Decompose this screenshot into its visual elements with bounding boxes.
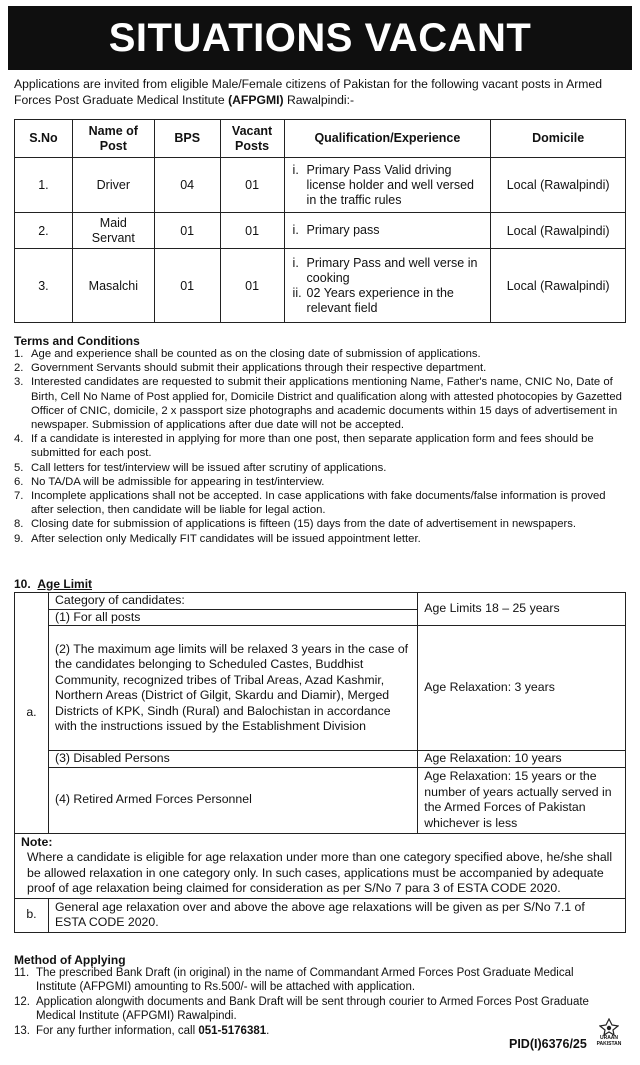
note-text: Where a candidate is eligible for age relaxation under more than one category specified above, he/she shall be allowed relaxation in one category only. In such cases, applications must be accompanied by adequate proof of age relaxation being claimed for consideration as per S/No 7 para 3 of ESTA CODE 2020. (27, 850, 613, 895)
cell-domicile: Local (Rawalpindi) (491, 213, 626, 249)
item-number: 5. (14, 461, 24, 474)
logo-emblem-icon (599, 1018, 619, 1036)
item-number: 1. (14, 348, 24, 360)
logo-text-line: PAKISTAN (596, 1040, 622, 1047)
list-item (14, 375, 626, 432)
item-number: 7. (14, 490, 24, 503)
note-heading: Note: (21, 834, 53, 849)
item-text: If a candidate is interested in applying for more than one post, then separate application form and fees should be submitted for each post. (31, 433, 594, 460)
method-list (14, 966, 604, 1038)
item-text: Incomplete applications shall not be accepted. In case applications with fake documents/false information is proved after selection, then candidate will be liable for legal action. (31, 490, 606, 517)
page-title: SITUATIONS VACANT (8, 6, 632, 70)
logo-text-line: URAAN (599, 1035, 619, 1041)
method-heading: Method of Applying (14, 953, 126, 967)
item-text: Application alongwith documents and Bank Draft will be sent through courier to Armed Forces Post Graduate Medical Institute (AFPGMI) Rawalpindi. (36, 995, 589, 1023)
label-a: a. (15, 593, 49, 834)
item-text: Interested candidates are requested to submit their applications mentioning Name, Father's name, CNIC No, Date of Birth, Cell No Name of Post applied for, Domicile District and qualification along with attested photocopies by Gazetted Officer of CNIC, domicile, 2 x passport size photographs and academic documents within 15 days of advertisement in newspaper. Submission of applications after due date will not be accepted. (31, 376, 622, 432)
table-row (15, 767, 626, 833)
posts-header-row (15, 120, 626, 158)
phone-number: 051-5176381 (198, 1024, 267, 1037)
cell-qualification (284, 249, 491, 323)
table-row (15, 158, 626, 213)
age-limit-value: Age Relaxation: 10 years (418, 751, 626, 768)
list-item (14, 432, 626, 460)
cell-sno: 3. (15, 249, 73, 323)
age-limit-value: Age Relaxation: 15 years or the number of years actually served in the Armed Forces of Pakistan whichever is less (418, 767, 626, 833)
item-number: 6. (14, 475, 24, 488)
age-limit-title: Age Limit (37, 577, 93, 591)
table-row (15, 626, 626, 751)
table-row (15, 249, 626, 323)
header-domicile: Domicile (491, 120, 626, 158)
terms-list (14, 347, 626, 546)
cell-domicile: Local (Rawalpindi) (491, 249, 626, 323)
item-number: 8. (14, 518, 24, 531)
item-text: After selection only Medically FIT candidates will be issued appointment letter. (31, 532, 421, 545)
list-item (14, 347, 626, 361)
item-text: Call letters for test/interview will be issued after scrutiny of applications. (31, 461, 387, 474)
intro-paragraph (14, 76, 626, 108)
age-limit-value: Age Relaxation: 3 years (418, 626, 626, 751)
cell-qualification (284, 158, 491, 213)
header-qualification: Qualification/Experience (284, 120, 491, 158)
general-relaxation-text: General age relaxation over and above the above age relaxations will be given as per S/No 7.1 of ESTA CODE 2020. (48, 898, 625, 932)
age-limit-number: 10. (14, 577, 31, 591)
header-bps: BPS (154, 120, 220, 158)
cell-sno: 1. (15, 158, 73, 213)
item-text-end: . (266, 1024, 270, 1037)
header-post-name: Name of Post (72, 120, 154, 158)
age-limit-heading (14, 577, 92, 591)
table-row (15, 213, 626, 249)
cell-post-name: Masalchi (72, 249, 154, 323)
terms-heading: Terms and Conditions (14, 334, 140, 348)
header-vacant-posts: Vacant Posts (220, 120, 284, 158)
pid-code: PID(I)6376/25 (509, 1037, 587, 1051)
qual-text: 02 Years experience in the relevant field (306, 285, 454, 315)
cell-vacant: 01 (220, 158, 284, 213)
list-item (14, 995, 604, 1024)
qual-number: i. (292, 223, 299, 237)
item-text: The prescribed Bank Draft (in original) in the name of Commandant Armed Forces Post Graduate Medical Institute (AFPGMI) amounting to Rs.500/- will be attached with application. (36, 967, 574, 994)
category-cell: (1) For all posts (48, 609, 417, 626)
item-number: 4. (14, 433, 24, 446)
note-row (15, 833, 626, 898)
intro-institute-abbr: (AFPGMI) (228, 93, 284, 107)
header-sno: S.No (15, 120, 73, 158)
cell-post-name: Maid Servant (72, 213, 154, 249)
table-row (15, 898, 626, 932)
intro-text-end: Rawalpindi:- (283, 93, 355, 107)
item-number: 13. (14, 1024, 30, 1037)
category-header: Category of candidates: (48, 593, 417, 610)
qual-text: Primary pass (306, 223, 380, 237)
cell-domicile: Local (Rawalpindi) (491, 158, 626, 213)
cell-sno: 2. (15, 213, 73, 249)
table-row (15, 751, 626, 768)
note-cell (15, 833, 626, 898)
item-text: Government Servants should submit their applications through their respective department. (31, 362, 487, 375)
list-item (14, 489, 626, 517)
list-item (14, 475, 626, 489)
item-number: 2. (14, 362, 24, 375)
list-item (14, 532, 626, 546)
posts-table (14, 119, 626, 323)
item-text: Closing date for submission of applications is fifteen (15) days from the date of advertisement in newspapers. (31, 518, 577, 531)
cell-vacant: 01 (220, 213, 284, 249)
qual-number: i. (292, 162, 299, 177)
qual-text: Primary Pass and well verse in cooking (306, 255, 478, 285)
item-number: 3. (14, 376, 24, 389)
category-cell: (2) The maximum age limits will be relaxed 3 years in the case of the candidates belonging to Scheduled Castes, Buddhist Community, recognized tribes of Tribal Areas, Azad Kashmir, Northern Areas (District of Gilgit, Skardu and Diamir), Merged Districts of KPK, Sindh (Rural) and Balochistan in accordance with the instructions issued by the Establishment Division (48, 626, 417, 751)
cell-bps: 04 (154, 158, 220, 213)
list-item (14, 461, 626, 475)
intro-text: Applications are invited from eligible Male/Female citizens of Pakistan for the following vacant posts in Armed Forces Post Graduate Medical Institute (14, 77, 602, 107)
cell-post-name: Driver (72, 158, 154, 213)
category-cell: (4) Retired Armed Forces Personnel (48, 767, 417, 833)
item-number: 12. (14, 995, 30, 1008)
category-cell: (3) Disabled Persons (48, 751, 417, 768)
cell-vacant: 01 (220, 249, 284, 323)
item-text: For any further information, call (36, 1024, 199, 1037)
list-item (14, 966, 604, 995)
item-number: 11. (14, 967, 30, 979)
qual-number: ii. (292, 285, 302, 300)
age-limit-table (14, 592, 626, 933)
item-text-wrap (36, 1024, 269, 1038)
item-text: No TA/DA will be admissible for appearing in test/interview. (31, 475, 325, 488)
list-item (14, 361, 626, 375)
age-limit-value: Age Limits 18 – 25 years (418, 593, 626, 626)
list-item (14, 517, 626, 531)
cell-bps: 01 (154, 213, 220, 249)
item-text: Age and experience shall be counted as on the closing date of submission of applications. (31, 348, 481, 360)
label-b: b. (15, 898, 49, 932)
qual-number: i. (292, 255, 299, 270)
uraan-pakistan-logo (592, 1018, 626, 1054)
list-item (14, 1024, 604, 1038)
table-row (15, 593, 626, 610)
cell-qualification (284, 213, 491, 249)
qual-text: Primary Pass Valid driving license holder and well versed in the traffic rules (306, 162, 475, 207)
cell-bps: 01 (154, 249, 220, 323)
item-number: 9. (14, 532, 24, 545)
